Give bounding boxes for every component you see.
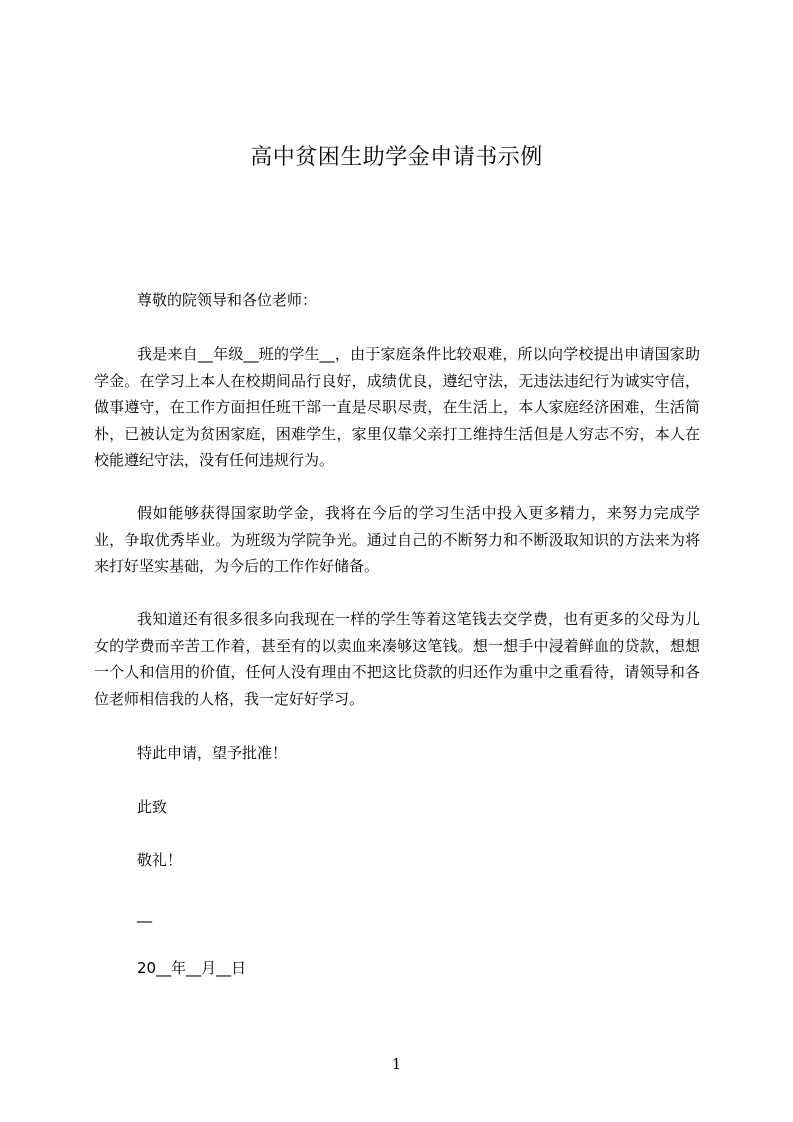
page-number: 1: [391, 1055, 402, 1073]
salutation: 尊敬的院领导和各位老师：: [137, 291, 318, 309]
paragraph-application-reason: 我是来自__年级__班的学生__，由于家庭条件比较艰难，所以向学校提出申请国家助学金。在学习上本人在校期间品行良好，成绩优良，遵纪守法，无违法违纪行为诚实守信，做事遵守，在工作方面担任班干部一直是尽职尽责，在生活上，本人家庭经济困难，生活简朴，已被认定为贫困家庭，困难学生，家里仅靠父亲打工维持生活但是人穷志不穷，本人在校能遵纪守法，没有任何违规行为。: [94, 345, 700, 469]
date-line: 20__年__月__日: [137, 959, 247, 977]
closing-salutation: 此致: [137, 798, 168, 816]
closing-respect: 敬礼！: [137, 851, 183, 869]
paragraph-gratitude: 我知道还有很多很多向我现在一样的学生等着这笔钱去交学费，也有更多的父母为儿女的学费而辛苦工作着，甚至有的以卖血来凑够这笔钱。想一想手中浸着鲜血的贷款，想想一个人和信用的价值，任何人没有理由不把这比贷款的归还作为重中之重看待，请领导和各位老师相信我的人格，我一定好好学习。: [94, 610, 700, 708]
document-title: 高中贫困生助学金申请书示例: [250, 145, 543, 170]
request-line: 特此申请，望予批准！: [137, 744, 288, 762]
paragraph-future-plan: 假如能够获得国家助学金，我将在今后的学习生活中投入更多精力，来努力完成学业，争取优秀毕业。为班级为学院争光。通过自己的不断努力和不断汲取知识的方法来为将来打好坚实基础，为今后的工作作好储备。: [94, 504, 700, 575]
signature-blank: __: [137, 905, 152, 923]
